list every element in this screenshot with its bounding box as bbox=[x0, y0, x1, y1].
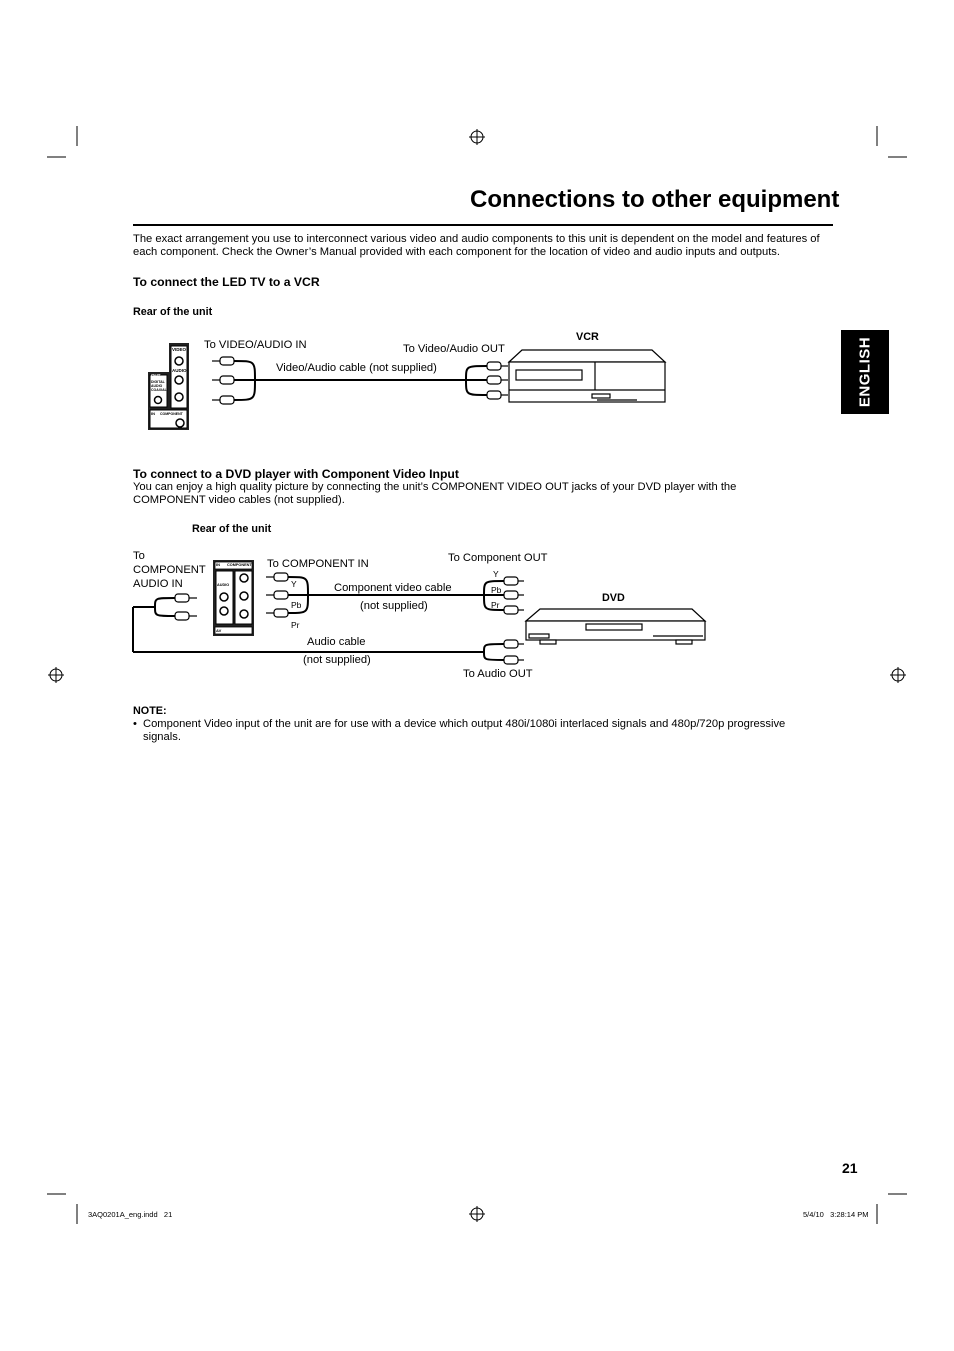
dvd-component-cable-line1: Component video cable bbox=[334, 582, 452, 594]
tv-pb-label: Pb bbox=[291, 600, 302, 610]
dvd-heading: To connect to a DVD player with Component Video Input bbox=[133, 467, 459, 481]
dvd-audio-cable-line1: Audio cable bbox=[307, 636, 366, 648]
dvd-rear-label: Rear of the unit bbox=[192, 523, 272, 535]
dvd-pb-label: Pb bbox=[491, 585, 502, 595]
note-text: Component Video input of the unit are for use with a device which output 480i/1080i interlaced signals and 480p/720p progressive signals. bbox=[143, 718, 786, 743]
page-number: 21 bbox=[842, 1160, 858, 1176]
dvd-to-component-in: To COMPONENT IN bbox=[267, 558, 369, 570]
panel2-in-label: IN bbox=[216, 562, 220, 567]
vcr-to-video-audio-out: To Video/Audio OUT bbox=[403, 343, 505, 355]
note-heading: NOTE: bbox=[133, 705, 167, 717]
vcr-heading: To connect the LED TV to a VCR bbox=[133, 275, 320, 289]
tv-rear-panel-2 bbox=[213, 560, 254, 636]
panel2-component-label: COMPONENT bbox=[227, 563, 252, 567]
vcr-cable-label: Video/Audio cable (not supplied) bbox=[276, 362, 437, 374]
footer-file: 3AQ0201A_eng.indd 21 bbox=[88, 1210, 173, 1219]
footer-timestamp: 5/4/10 3:28:14 PM bbox=[803, 1210, 869, 1219]
dvd-y-label: Y bbox=[493, 569, 499, 579]
dvd-to-audio-out: To Audio OUT bbox=[463, 668, 533, 680]
dvd-description: You can enjoy a high quality picture by connecting the unit’s COMPONENT VIDEO OUT jacks of your DVD player with the COMPONENT video cables (not supplied). bbox=[133, 481, 737, 506]
dvd-to-component-out: To Component OUT bbox=[448, 552, 548, 564]
panel2-av-label: AV bbox=[216, 628, 222, 633]
panel-component-label: COMPONENT bbox=[160, 412, 183, 416]
vcr-device bbox=[509, 350, 665, 402]
tv-y-label: Y bbox=[291, 579, 297, 589]
page-title: Connections to other equipment bbox=[470, 186, 840, 213]
dvd-pr-label: Pr bbox=[491, 600, 500, 610]
dvd-component-cable-line2: (not supplied) bbox=[360, 600, 428, 612]
vcr-rear-label: Rear of the unit bbox=[133, 306, 213, 318]
vcr-diagram bbox=[148, 343, 665, 430]
vcr-to-video-audio-in: To VIDEO/AUDIO IN bbox=[204, 339, 307, 351]
language-tab[interactable] bbox=[841, 330, 889, 414]
dvd-audio-in-line3: AUDIO IN bbox=[133, 578, 183, 590]
panel2-audio-label: AUDIO bbox=[217, 583, 230, 587]
panel-audio-label: AUDIO bbox=[172, 368, 187, 373]
dvd-device bbox=[526, 609, 705, 644]
dvd-device-label: DVD bbox=[602, 592, 625, 604]
tv-pr-label: Pr bbox=[291, 620, 300, 630]
dvd-audio-in-line1: To bbox=[133, 550, 145, 562]
title-rule bbox=[133, 224, 833, 226]
dvd-audio-cable-line2: (not supplied) bbox=[303, 654, 371, 666]
panel-in-label: IN bbox=[151, 411, 155, 416]
note-bullet: • bbox=[133, 718, 137, 730]
panel-digital-label: DIGITAL AUDIO COAXIAL bbox=[151, 380, 167, 392]
panel-video-label: VIDEO bbox=[172, 347, 187, 352]
intro-paragraph: The exact arrangement you use to interconnect various video and audio components to this unit is dependent on the model and features of each component. Check the Owner’s Manual provided with each component for the location of video and audio inputs and outputs. bbox=[133, 233, 820, 258]
language-tab-label: ENGLISH bbox=[856, 336, 874, 408]
dvd-audio-in-line2: COMPONENT bbox=[133, 564, 206, 576]
panel-out-label: OUT bbox=[151, 373, 161, 378]
vcr-device-label: VCR bbox=[576, 331, 599, 343]
